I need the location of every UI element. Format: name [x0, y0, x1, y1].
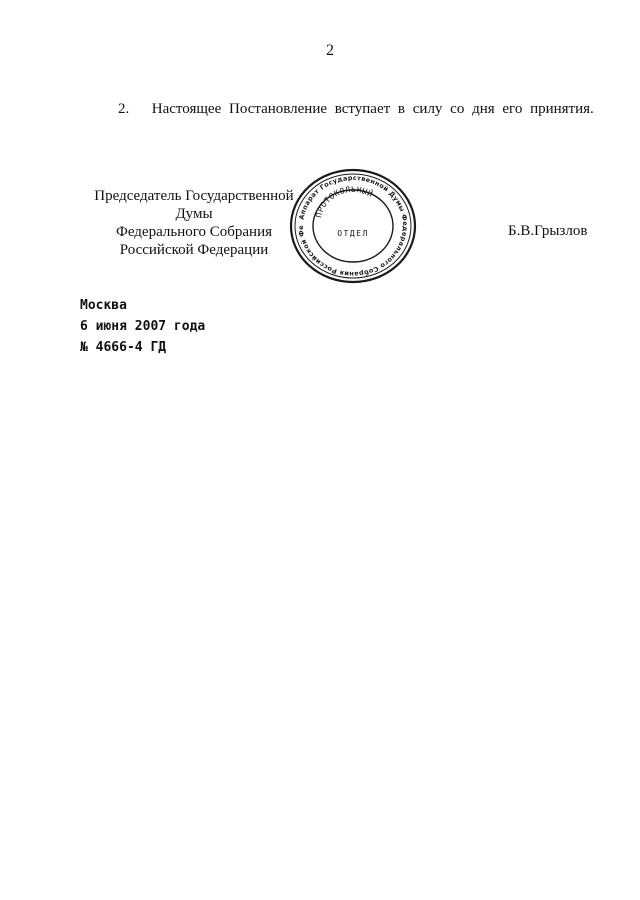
clause-number: 2.	[118, 101, 130, 117]
stamp-outer-text: Аппарат Государственной Думы Федерального Собрания Российской Фе	[296, 173, 410, 279]
document-date: 6 июня 2007 года	[80, 319, 206, 334]
document-number: № 4666-4 ГД	[80, 340, 167, 355]
document-city: Москва	[80, 298, 127, 313]
signatory-title-line: Российской Федерации	[119, 242, 269, 258]
signatory-title-line: Председатель Государственной Думы	[94, 188, 294, 222]
page-number: 2	[326, 42, 334, 59]
stamp-inner-bottom-text: ОТДЕЛ	[337, 229, 369, 238]
clause-text: Настоящее Постановление вступает в силу со дня его принятия.	[151, 101, 594, 117]
official-stamp	[287, 166, 419, 286]
stamp-inner-top-text: ПРОТОКОЛЬНЫЙ	[314, 184, 375, 219]
clause-paragraph	[118, 101, 598, 118]
stamp-seal-icon	[287, 166, 419, 286]
signatory-title-line: Федерального Собрания	[115, 224, 273, 240]
document-metadata	[80, 295, 205, 358]
signatory-name: Б.В.Грызлов	[508, 223, 588, 239]
signatory-title	[78, 187, 310, 259]
